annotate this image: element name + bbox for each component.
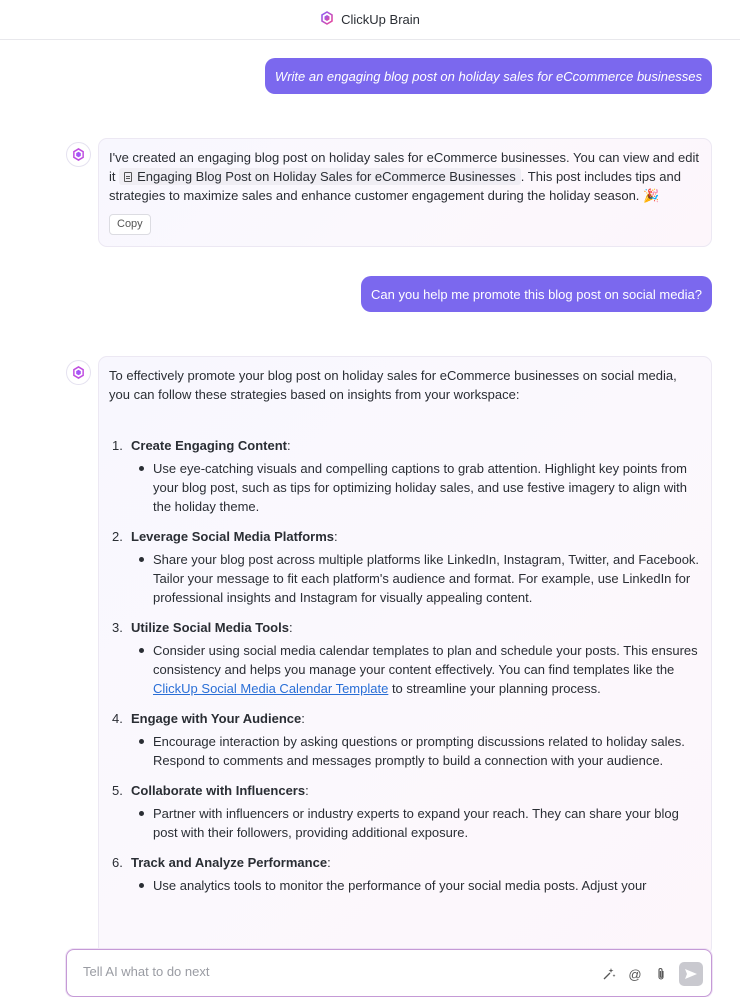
- ai-avatar: [66, 360, 91, 385]
- ai-tools-icon[interactable]: [601, 966, 617, 982]
- user-message: Can you help me promote this blog post on social media?: [361, 276, 712, 312]
- attachment-icon[interactable]: [653, 966, 669, 982]
- page-title: ClickUp Brain: [341, 12, 420, 27]
- party-emoji: 🎉: [643, 188, 660, 203]
- mention-icon[interactable]: @: [628, 966, 642, 982]
- ai-message-text: I've created an engaging blog post on holiday sales for eCommerce businesses. You can view and edit it Engaging Blog Post on Holiday Sales for eCommerce Businesses . This post includes tips and strategies to maximize sales and enhance customer engagement during the holiday season. 🎉: [109, 150, 700, 203]
- list-item: 4. Engage with Your Audience: Encourage interaction by asking questions or prompting discussions related to holiday sales. Respond to comments and messages promptly to build a connection with your audience.: [109, 709, 701, 770]
- send-button[interactable]: [679, 962, 703, 986]
- copy-button[interactable]: Copy: [109, 214, 151, 235]
- strategy-list: [109, 436, 701, 895]
- list-item: 6. Track and Analyze Performance: Use analytics tools to monitor the performance of your social media posts. Adjust your: [109, 853, 701, 895]
- doc-link[interactable]: Engaging Blog Post on Holiday Sales for eCommerce Businesses: [119, 168, 521, 185]
- clickup-brain-icon: [72, 366, 85, 379]
- list-item: 3. Utilize Social Media Tools: Consider using social media calendar templates to plan and schedule your posts. This ensures consistency and helps you manage your content effectively. You can find templates like the ClickUp Social Media Calendar Template to streamline your planning process.: [109, 618, 701, 698]
- ai-intro: To effectively promote your blog post on holiday sales for eCommerce businesses on social media, you can follow these strategies based on insights from your workspace:: [109, 368, 677, 402]
- composer-tools: [601, 962, 703, 986]
- ai-message: [98, 138, 712, 247]
- ai-message: [98, 356, 712, 956]
- template-link[interactable]: ClickUp Social Media Calendar Template: [153, 681, 389, 696]
- list-item: 5. Collaborate with Influencers: Partner with influencers or industry experts to expand your reach. They can share your blog post with their followers, providing additional exposure.: [109, 781, 701, 842]
- clickup-brain-icon: [72, 148, 85, 161]
- app-header: [0, 0, 740, 40]
- prompt-composer[interactable]: [66, 949, 712, 997]
- list-item: 1. Create Engaging Content: Use eye-catching visuals and compelling captions to grab attention. Highlight key points from your blog post, such as tips for optimizing holiday sales, and use festive imagery to align with the holiday theme.: [109, 436, 701, 516]
- ai-avatar: [66, 142, 91, 167]
- user-message: Write an engaging blog post on holiday sales for eCcommerce businesses: [265, 58, 712, 94]
- prompt-input[interactable]: Tell AI what to do next: [83, 964, 210, 979]
- list-item: 2. Leverage Social Media Platforms: Share your blog post across multiple platforms like LinkedIn, Instagram, Twitter, and Facebook. Tailor your message to fit each platform's audience and format. For example, use LinkedIn for professional insights and Instagram for visually appealing content.: [112, 529, 700, 605]
- send-icon: [684, 968, 698, 980]
- clickup-brain-icon: [320, 11, 334, 28]
- document-icon: [124, 172, 132, 182]
